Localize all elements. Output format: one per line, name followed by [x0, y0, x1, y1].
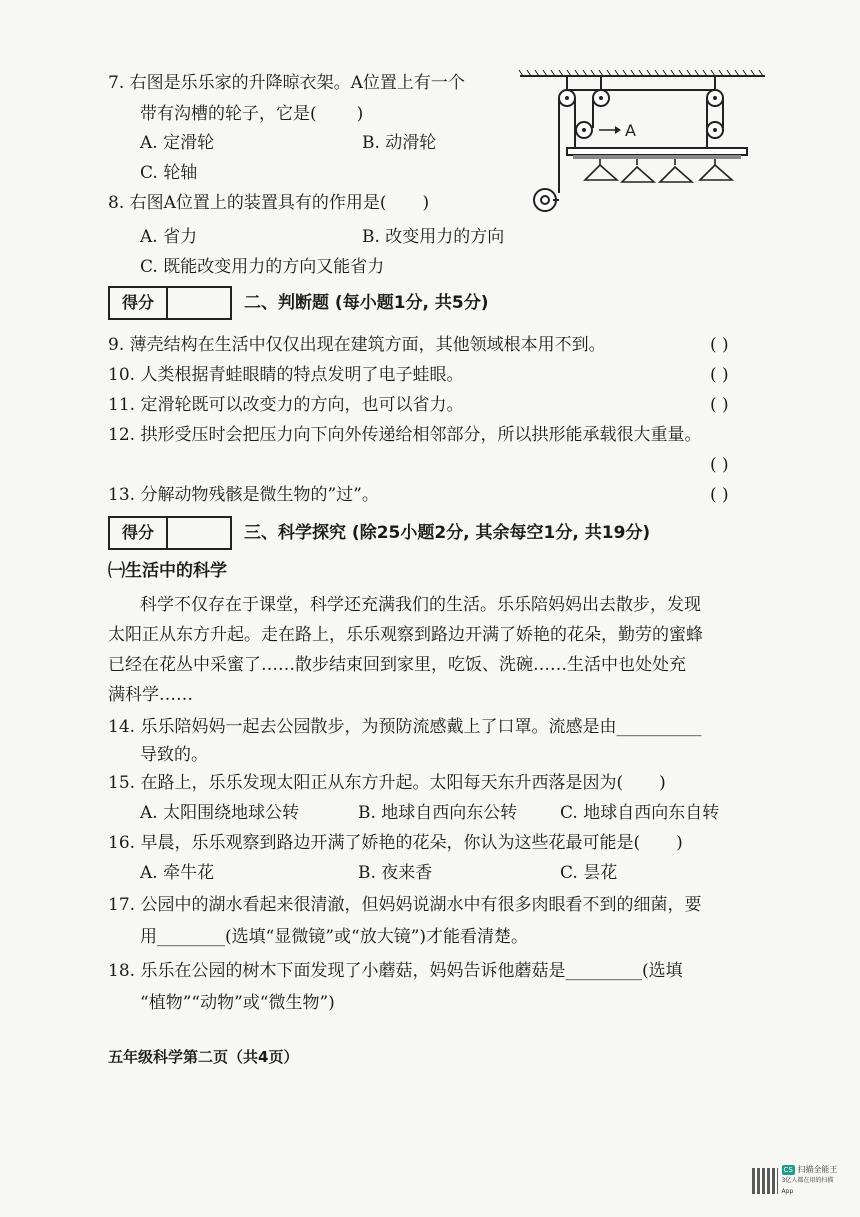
q15-option-b: B. 地球自西向东公转: [358, 803, 518, 823]
intro-line-4: 满科学……: [108, 685, 193, 705]
q7-stem-line1: 7. 右图是乐乐家的升降晾衣架。A位置上有一个: [108, 73, 465, 93]
clothes-rack-diagram: [515, 68, 775, 218]
judge-paren-9: ( ): [710, 335, 729, 355]
q8-option-a: A. 省力: [140, 227, 198, 247]
subsection-title: ㈠生活中的科学: [108, 561, 227, 581]
q17-line1: 17. 公园中的湖水看起来很清澈，但妈妈说湖水中有很多肉眼看不到的细菌，要: [108, 895, 702, 915]
q7-stem-line2: 带有沟槽的轮子，它是( ): [140, 104, 364, 124]
judge-item-11: 11. 定滑轮既可以改变力的方向，也可以省力。: [108, 395, 464, 415]
q8-stem: 8. 右图A位置上的装置具有的作用是( ): [108, 193, 430, 213]
score-blank: [168, 518, 230, 548]
score-label: 得分: [110, 518, 168, 548]
q16-stem: 16. 早晨，乐乐观察到路边开满了娇艳的花朵，你认为这些花最可能是( ): [108, 833, 683, 853]
judge-paren-10: ( ): [710, 365, 729, 385]
scanner-sub: 3亿人都在用的扫描App: [781, 1177, 834, 1195]
q16-option-b: B. 夜来香: [358, 863, 433, 883]
qr-code-icon: [752, 1168, 778, 1194]
q14-line1: 14. 乐乐陪妈妈一起去公园散步，为预防流感戴上了口罩。流感是由__________: [108, 717, 702, 737]
q17-line2: 用________(选填“显微镜”或“放大镜”)才能看清楚。: [140, 927, 529, 947]
section3-score-box: [108, 516, 232, 550]
q8-option-c: C. 既能改变用力的方向又能省力: [140, 257, 385, 277]
q16-option-a: A. 牵牛花: [140, 863, 215, 883]
q16-option-c: C. 昙花: [560, 863, 618, 883]
judge-item-12: 12. 拱形受压时会把压力向下向外传递给相邻部分，所以拱形能承载很大重量。: [108, 425, 702, 445]
judge-item-9: 9. 薄壳结构在生活中仅仅出现在建筑方面，其他领域根本用不到。: [108, 335, 606, 355]
label-a: A: [625, 121, 636, 140]
q15-option-a: A. 太阳围绕地球公转: [140, 803, 300, 823]
judge-paren-11: ( ): [710, 395, 729, 415]
judge-item-13: 13. 分解动物残骸是微生物的”过”。: [108, 485, 379, 505]
q7-option-a: A. 定滑轮: [140, 133, 215, 153]
section2-score-box: [108, 286, 232, 320]
intro-line-1: 科学不仅存在于课堂，科学还充满我们的生活。乐乐陪妈妈出去散步，发现: [140, 595, 701, 615]
q18-line1: 18. 乐乐在公园的树木下面发现了小蘑菇，妈妈告诉他蘑菇是_________(选填: [108, 961, 683, 981]
q7-option-b: B. 动滑轮: [362, 133, 437, 153]
scanner-name: 扫描全能王: [797, 1165, 838, 1174]
score-blank: [168, 288, 230, 318]
page-footer: 五年级科学第二页（共4页）: [108, 1048, 299, 1066]
q14-line2: 导致的。: [140, 745, 208, 765]
section2-title: 二、判断题 (每小题1分, 共5分): [244, 293, 489, 313]
judge-item-10: 10. 人类根据青蛙眼睛的特点发明了电子蛙眼。: [108, 365, 464, 385]
scanner-watermark: [752, 1164, 844, 1198]
q8-option-b: B. 改变用力的方向: [362, 227, 505, 247]
q18-line2: “植物”“动物”或“微生物”): [140, 993, 335, 1013]
scanner-badge: CS: [783, 1166, 793, 1174]
q15-option-c: C. 地球自西向东自转: [560, 803, 720, 823]
q7-option-c: C. 轮轴: [140, 163, 198, 183]
q15-stem: 15. 在路上，乐乐发现太阳正从东方升起。太阳每天东升西落是因为( ): [108, 773, 666, 793]
score-label: 得分: [110, 288, 168, 318]
judge-paren-12: ( ): [710, 455, 729, 475]
section3-title: 三、科学探究 (除25小题2分, 其余每空1分, 共19分): [244, 523, 651, 543]
intro-line-3: 已经在花丛中采蜜了……散步结束回到家里，吃饭、洗碗……生活中也处处充: [108, 655, 686, 675]
intro-line-2: 太阳正从东方升起。走在路上，乐乐观察到路边开满了娇艳的花朵，勤劳的蜜蜂: [108, 625, 703, 645]
judge-paren-13: ( ): [710, 485, 729, 505]
scanner-text: [782, 1165, 844, 1197]
